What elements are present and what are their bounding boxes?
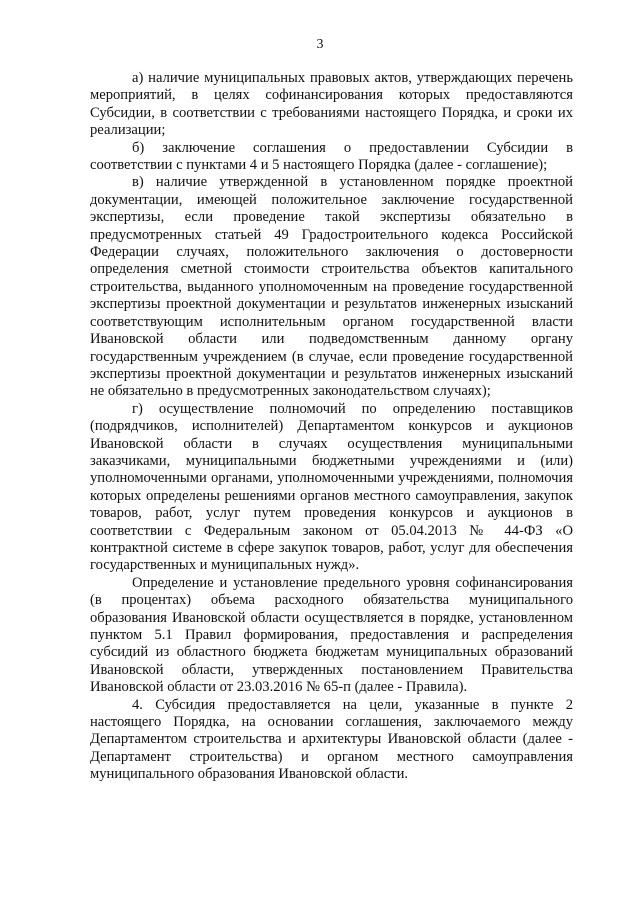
page-number: 3 xyxy=(316,37,324,52)
paragraph-4-subsidy: 4. Субсидия предоставляется на цели, указанные в пункте 2 настоящего Порядка, на основании соглашения, заключаемого между Департаментом строительства и архитектуры Ивановской области (далее - Департамент строительства) и органом местного самоуправления муниципального образования Ивановской области. xyxy=(90,696,573,783)
paragraph-g: г) осуществление полномочий по определению поставщиков (подрядчиков, исполнителей) Департаментом конкурсов и аукционов Ивановской области в случаях осуществления муниципальными заказчиками, муниципальными бюджетными учреждениями и (или) уполномоченными органами, уполномоченными учреждениями, полномочия которых определены решениями органов местного самоуправления, закупок товаров, работ, услуг путем проведения конкурсов и аукционов в соответствии с Федеральным законом от 05.04.2013 № 44-ФЗ «О контрактной системе в сфере закупок товаров, работ, услуг для обеспечения государственных и муниципальных нужд». xyxy=(90,400,573,574)
paragraph-a: а) наличие муниципальных правовых актов, утверждающих перечень мероприятий, в целях софинансирования которых предоставляются Субсидии, в соответствии с требованиями настоящего Порядка, и сроки их реализации; xyxy=(90,70,573,139)
paragraph-v: в) наличие утвержденной в установленном порядке проектной документации, имеющей положительное заключение государственной экспертизы, если проведение такой экспертизы обязательно в предусмотренных статьей 49 Градостроительного кодекса Российской Федерации случаях, положительного заключения о достоверности определения сметной стоимости строительства объектов капитального строительства, выданного уполномоченным на проведение государственной экспертизы проектной документации и результатов инженерных изысканий соответствующим исполнительным органом государственной власти Ивановской области или подведомственным данному органу государственным учреждением (в случае, если проведение государственной экспертизы проектной документации и результатов инженерных изысканий не обязательно в предусмотренных законодательством случаях); xyxy=(90,174,573,400)
document-body xyxy=(90,70,573,784)
paragraph-cofinancing-level: Определение и установление предельного уровня софинансирования (в процентах) объема расходного обязательства муниципального образования Ивановской области осуществляется в порядке, установленном пунктом 5.1 Правил формирования, предоставления и распределения субсидий из областного бюджета бюджетам муниципальных образований Ивановской области, утвержденных постановлением Правительства Ивановской области от 23.03.2016 № 65-п (далее - Правила). xyxy=(90,574,573,696)
paragraph-b: б) заключение соглашения о предоставлении Субсидии в соответствии с пунктами 4 и 5 настоящего Порядка (далее - соглашение); xyxy=(90,139,573,174)
